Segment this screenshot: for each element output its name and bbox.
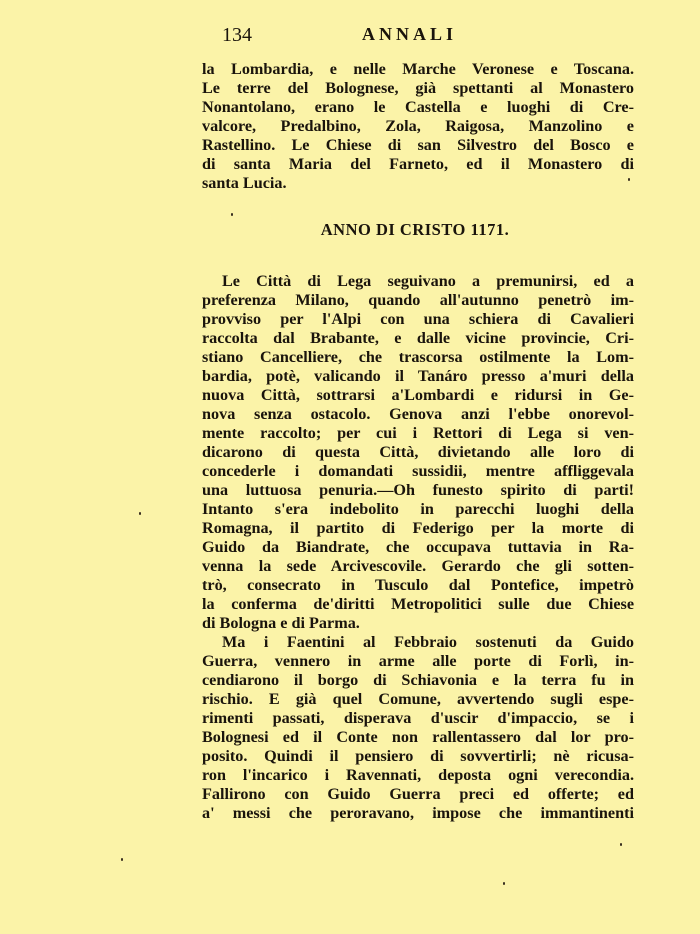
text-line: dicarono di questa Città, divietando alle loro di [202,443,634,461]
text-line: bardia, potè, valicando il Tanáro presso a'muri della [202,367,634,385]
text-line: Rastellino. Le Chiese di san Silvestro del Bosco e [202,136,634,154]
body-text [202,272,634,823]
text-line: nuova Città, sottrarsi a'Lombardi e ridursi in Ge- [202,386,634,404]
running-title: ANNALI [362,24,458,44]
print-speck [231,213,233,216]
intro-paragraph [202,60,634,193]
text-line: Ma i Faentini al Febbraio sostenuti da Guido [222,633,634,651]
text-line: di santa Maria del Farneto, ed il Monastero di [202,155,634,173]
text-line: concederle i domandati sussidii, mentre affliggevala [202,462,634,480]
text-line: Fallirono con Guido Guerra preci ed offerte; ed [202,785,634,803]
print-speck [121,858,123,861]
page-number: 134 [222,24,252,46]
page-header [0,22,700,52]
text-line: cendiarono il borgo di Schiavonia e la terra fu in [202,671,634,689]
text-line: di Bologna e di Parma. [202,614,360,632]
text-line: stiano Cancelliere, che trascorsa ostilmente la Lom- [202,348,634,366]
text-line: valcore, Predalbino, Zola, Raigosa, Manzolino e [202,117,634,135]
text-line: ron l'incarico i Ravennati, deposta ogni verecondia. [202,766,634,784]
text-line: Le terre del Bolognese, già spettanti al Monastero [202,79,634,97]
print-speck [620,843,622,846]
text-line: mente raccolto; per cui i Rettori di Lega si ven- [202,424,634,442]
text-line: la Lombardia, e nelle Marche Veronese e Toscana. [202,60,634,78]
text-line: provviso per l'Alpi con una schiera di Cavalieri [202,310,634,328]
text-line: a' messi che peroravano, impose che immantinenti [202,804,634,822]
print-speck [139,512,141,515]
print-speck [503,882,505,885]
text-line: Guido da Biandrate, che occupava tuttavia in Ra- [202,538,634,556]
text-line: una luttuosa penuria.—Oh funesto spirito di parti! [202,481,634,499]
print-speck [628,178,630,181]
text-line: Guerra, vennero in arme alle porte di Forlì, in- [202,652,634,670]
section-heading: ANNO DI CRISTO 1171. [320,220,510,239]
text-line: venna la sede Arcivescovile. Gerardo che gli sotten- [202,557,634,575]
text-line: rischio. E già quel Comune, avvertendo sugli espe- [202,690,634,708]
text-line: nova senza ostacolo. Genova anzi l'ebbe onorevol- [202,405,634,423]
text-line: la conferma de'diritti Metropolitici sulle due Chiese [202,595,634,613]
text-line: Le Città di Lega seguivano a premunirsi, ed a [222,272,634,290]
text-line: preferenza Milano, quando all'autunno penetrò im- [202,291,634,309]
text-line: posito. Quindi il pensiero di sovvertirli; nè ricusa- [202,747,634,765]
text-line: Nonantolano, erano le Castella e luoghi di Cre- [202,98,634,116]
text-line: Bolognesi ed il Conte non rallentassero dal lor pro- [202,728,634,746]
text-line: santa Lucia. [202,174,287,192]
text-line: Intanto s'era indebolito in parecchi luoghi della [202,500,634,518]
text-line: raccolta dal Brabante, e dalle vicine provincie, Cri- [202,329,634,347]
text-line: trò, consecrato in Tusculo dal Pontefice, impetrò [202,576,634,594]
text-line: rimenti passati, disperava d'uscir d'impaccio, se i [202,709,634,727]
text-line: Romagna, il partito di Federigo per la morte di [202,519,634,537]
